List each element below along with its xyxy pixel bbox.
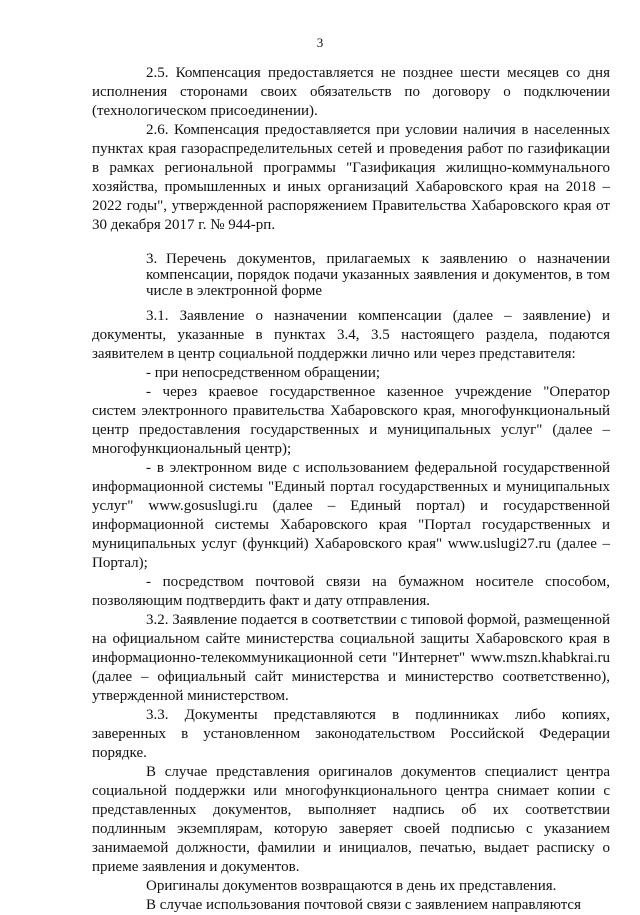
paragraph-3-2: 3.2. Заявление подается в соответствии с типовой формой, размещенной на официальном сайте министерства социальной защиты Хабаровского края в информационно-телекоммуникационной сети "Интернет" www.mszn.khabkrai.ru (далее – официальный сайт министерства и министерство соответственно), утвержденной министерством. <box>92 612 610 704</box>
section-3-heading <box>146 251 610 299</box>
section-3-number: 3. <box>146 251 158 267</box>
section-3-title: Перечень документов, прилагаемых к заявлению о назначении компенсации, порядок подачи указанных заявления и документов, в том числе в электронной форме <box>146 251 610 299</box>
document-body <box>92 64 610 915</box>
list-item-postal: - посредством почтовой связи на бумажном носителе способом, позволяющим подтвердить факт и дату отправления. <box>92 574 610 609</box>
page-number: 3 <box>316 35 324 50</box>
paragraph-3-3: 3.3. Документы представляются в подлинниках либо копиях, заверенных в установленном законодательством Российской Федерации порядке. <box>92 707 610 761</box>
paragraph-originals-return: Оригиналы документов возвращаются в день их представления. <box>146 878 557 894</box>
paragraph-originals-case: В случае представления оригиналов документов специалист центра социальной поддержки или многофункционального центра снимает копии с представленных документов, выполняет надпись об их соответствии подлинным экземплярам, которую заверяет своей подписью с указанием занимаемой должности, фамилии и инициалов, печатью, выдает расписку о приеме заявления и документов. <box>92 764 610 875</box>
paragraph-2-5: 2.5. Компенсация предоставляется не позднее шести месяцев со дня исполнения сторонами своих обязательств по договору о подключении (технологическом присоединении). <box>92 65 610 119</box>
list-item-electronic: - в электронном виде с использованием федеральной государственной информационной системы "Единый портал государственных и муниципальных услуг" www.gosuslugi.ru (далее – Единый портал) и государственной информационной системы Хабаровского края "Портал государственных и муниципальных услуг (функций) Хабаровского края" www.uslugi27.ru (далее – Портал); <box>92 460 610 571</box>
paragraph-3-1: 3.1. Заявление о назначении компенсации (далее – заявление) и документы, указанные в пунктах 3.4, 3.5 настоящего раздела, подаются заявителем в центр социальной поддержки лично или через представителя: <box>92 308 610 362</box>
paragraph-2-6: 2.6. Компенсация предоставляется при условии наличия в населенных пунктах края газораспределительных сетей и проведения работ по газификации в рамках региональной программы "Газификация жилищно-коммунального хозяйства, промышленных и иных организаций Хабаровского края на 2018 – 2022 годы", утвержденной распоряжением Правительства Хабаровского края от 30 декабря 2017 г. № 944-рп. <box>92 122 610 233</box>
list-item-mfc: - через краевое государственное казенное учреждение "Оператор систем электронного правительства Хабаровского края, многофункциональный центр предоставления государственных и муниципальных услуг" (далее – многофункциональный центр); <box>92 384 610 457</box>
paragraph-postal: В случае использования почтовой связи с заявлением направляются <box>146 897 581 913</box>
list-item-in-person: - при непосредственном обращении; <box>146 365 381 381</box>
